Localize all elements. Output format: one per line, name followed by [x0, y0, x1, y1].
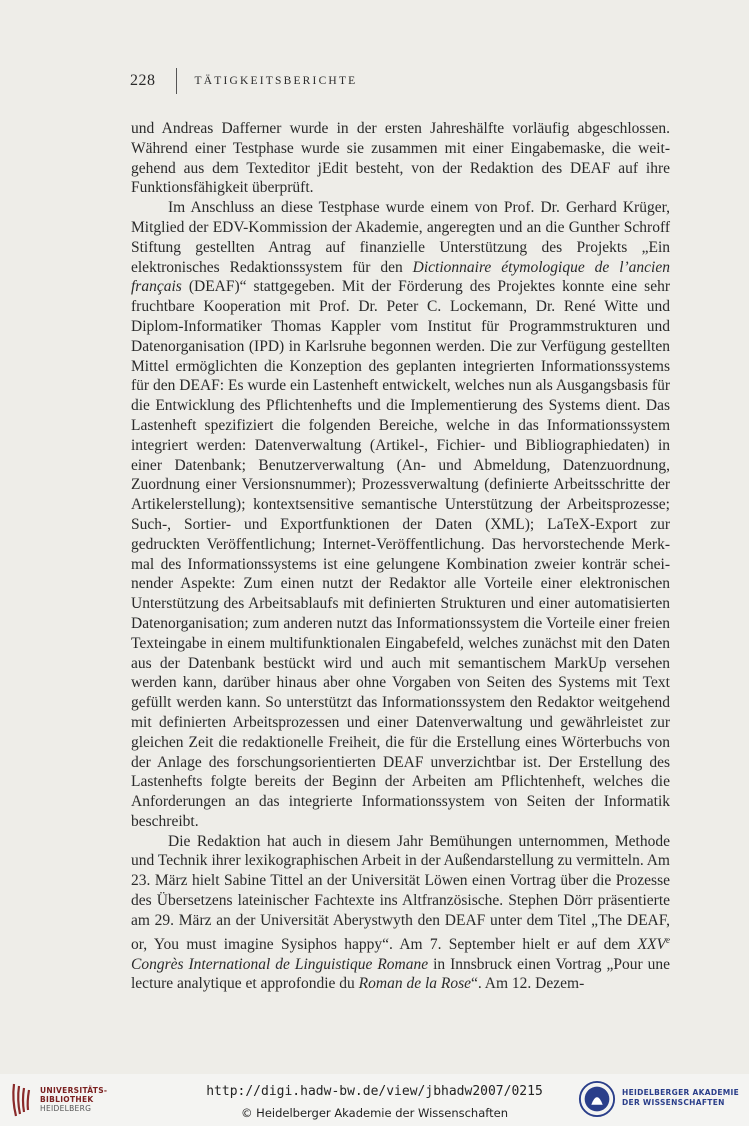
text-run: (DEAF)“ stattgegeben. Mit der Förderung des Projektes konnte eine sehr fruchtbare Kooperation mit Prof. Dr. Peter C. Lockemann, Dr. René Witte und Diplom-Informatiker Thomas Kappler vom Institut für Programmstrukturen und Datenorganisation (IPD) in Karlsruhe begonnen werden. Die zur Verfügung gestellten Mittel ermöglichten die Konzeption des geplanten integrierten Informationssystems für den DEAF: Es wurde ein Lastenheft entwickelt, welches nun als Ausgangsbasis für die Entwicklung des Pflichtenhefts und die Implementierung des Systems dient. Das Lastenheft spezifiziert die folgenden Bereiche, welche in das Informationssystem integriert werden: Datenverwaltung (Artikel-, Fichier- und Bibliographiedaten) in einer Datenbank; Benutzerverwaltung (An- und Abmeldung, Datenzuordnung, Zuordnung einer Versionsnummer); Prozessverwaltung (definierte Arbeitsschritte der Artikelerstellung); kontextsensitive semantische Unterstützung der Arbeitsprozesse; Such-, Sortier- und Exportfunktionen der Daten (XML); LaTeX-Export zur gedruckten Veröffentlichung; Internet-Veröffentlichung. Das hervorstechende Merkmal des Informationssystems ist eine gelungene Kombination zweier konträr scheinender Aspekte: Zum einen nutzt der Redaktor alle Vorteile einer elektronischen Unterstützung des Arbeitsablaufs mit definierten Strukturen und einer automatisierten Datenorganisation; zum anderen nutzt das Informationssystem die Vorteile einer freien Texteingabe in einem multifunktionalen Eingabefeld, welches zunächst mit den Daten aus der Datenbank bestückt wird und auch mit semantischem MarkUp versehen werden kann, darüber hinaus aber ohne Vorgaben von Seiten des Systems mit Text gefüllt werden kann. So unterstützt das Informationssystem den Redaktor weitgehend mit definierten Arbeitsprozessen und einer Datenverwaltung und gewährleistet zur gleichen Zeit die redaktionelle Freiheit, die für die Erstellung eines Wörterbuchs von der Anlage des forschungsorientierten DEAF unverzichtbar ist. Der Erstellung des Lastenhefts folgte bereits der Beginn der Arbeiten am Pflichtenheft, welches die Anforderungen an das integrierte Informationssystem von Seiten der Informatik beschreibt. — [131, 278, 670, 830]
italic-text-run: e — [666, 934, 670, 945]
italic-text-run: Roman de la Rose — [358, 975, 472, 993]
italic-text-run: Dictionnaire étymologique de l’ancien français — [131, 258, 670, 296]
text-run: Die Redaktion hat auch in diesem Jahr Bemühungen unternommen, Methode und Technik ihrer lexikographischen Arbeit in der Außendarstellung zu vermitteln. Am 23. März hielt Sabine Tittel an der Universität Löwen einen Vortrag über die Prozesse des Übersetzens lateinischer Fachtexte ins Altfranzösische. Stephen Dörr präsentierte am 29. März an der Universität Aberystwyth den DEAF unter dem Titel „The DEAF, or, You must imagine Sysiphos happy“. Am 7. September hielt er auf dem — [131, 832, 670, 953]
academy-name: HEIDELBERGER AKADEMIE DER WISSENSCHAFTEN — [622, 1088, 740, 1107]
academy-seal-icon[interactable] — [578, 1079, 616, 1119]
text-run: “. Am 12. Dezem- — [471, 975, 585, 993]
paragraph-3 — [131, 832, 670, 995]
text-run: Im Anschluss an diese Testphase wurde einem von Prof. Dr. Gerhard Krüger, Mitglied der EDV-Kommission der Akademie, angeregten und an die Gunther Schroff Stiftung gestellten Antrag auf finanzielle Unterstützung des Projekts „Ein elektronisches Redaktionssystem für den — [131, 199, 670, 276]
document-url-link[interactable]: http://digi.hadw-bw.de/view/jbhadw2007/0215 — [206, 1084, 543, 1099]
running-head — [130, 70, 357, 92]
italic-text-run: Congrès International de Linguistique Romane — [131, 955, 429, 973]
text-run: und Andreas Dafferner wurde in der ersten Jahreshälfte vorläufig abgeschlossen. Während einer Testphase wurde sie zusammen mit einer Eingabemaske, die weitgehend aus dem Texteditor jEdit besteht, von der Redaktion des DEAF auf ihre Funktionsfähigkeit überprüft. — [131, 120, 670, 197]
header-divider — [176, 68, 177, 94]
body-text — [131, 119, 670, 994]
copyright-notice: © Heidelberger Akademie der Wissenschaften — [241, 1106, 508, 1120]
paragraph-1 — [131, 119, 670, 198]
paragraph-2 — [131, 198, 670, 832]
text-run: in Innsbruck einen Vortrag „Pour une lecture analytique et approfondie du — [131, 955, 670, 993]
university-library-name: UNIVERSITÄTS- BIBLIOTHEK HEIDELBERG — [40, 1086, 108, 1113]
italic-text-run: XXV — [637, 935, 666, 953]
section-title: TÄTIGKEITSBERICHTE — [194, 75, 358, 87]
footer-bar — [0, 1074, 749, 1126]
page-number: 228 — [130, 72, 156, 89]
